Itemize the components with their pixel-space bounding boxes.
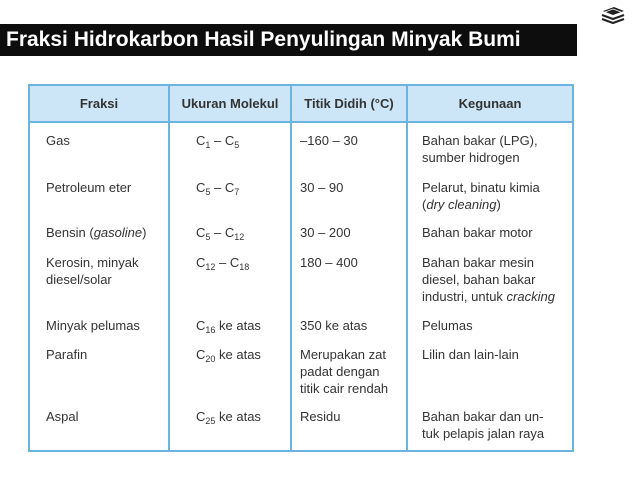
kegunaan-cell [422, 408, 544, 442]
kegunaan-cell [422, 132, 538, 166]
column-divider [168, 86, 170, 450]
fraksi-line: Aspal [46, 409, 79, 424]
ukuran-molekul-cell: $C_5 - C_7$ [196, 180, 240, 197]
fraksi-cell [46, 317, 140, 334]
fraksi-line: Kerosin, minyak [46, 255, 139, 270]
column-divider [406, 86, 408, 450]
kegunaan-line: Bahan bakar dan un- [422, 409, 544, 424]
titik-didih-cell [300, 224, 351, 241]
titik-line: –160 – 30 [300, 133, 358, 148]
stack-of-paper-icon [600, 5, 626, 27]
fraksi-line: Petroleum eter [46, 180, 132, 195]
ukuran-molekul-cell: $C_{20}$ ke atas [196, 347, 261, 364]
titik-line: Merupakan zat [300, 347, 386, 362]
titik-didih-cell [300, 408, 340, 425]
column-divider [290, 86, 292, 450]
kegunaan-cell [422, 346, 519, 363]
header-ukuran-molekul: Ukuran Molekul [181, 96, 279, 111]
kegunaan-cell [422, 317, 473, 334]
kegunaan-line: Bahan bakar mesin [422, 255, 535, 270]
kegunaan-line: diesel, bahan bakar [422, 272, 536, 287]
titik-line: 30 – 90 [300, 180, 344, 195]
titik-didih-cell [300, 179, 343, 196]
fraksi-line: Minyak pelumas [46, 318, 140, 333]
titik-line: padat dengan [300, 364, 380, 379]
titik-didih-cell [300, 254, 358, 271]
titik-didih-cell [300, 317, 367, 334]
kegunaan-line: Pelumas [422, 318, 473, 333]
fraksi-cell [46, 224, 146, 241]
table-header [30, 86, 572, 123]
titik-line: titik cair rendah [300, 381, 389, 396]
ukuran-molekul-cell: $C_{25}$ ke atas [196, 409, 261, 426]
kegunaan-line: industri, untuk cracking [422, 289, 555, 304]
titik-line: 180 – 400 [300, 255, 358, 270]
fraksi-cell [46, 179, 131, 196]
kegunaan-cell [422, 179, 540, 213]
kegunaan-cell [422, 224, 533, 241]
kegunaan-line: Bahan bakar (LPG), [422, 133, 538, 148]
fraksi-line: Parafin [46, 347, 88, 362]
fraksi-cell [46, 408, 79, 425]
hydrocarbon-table [28, 84, 574, 452]
fraksi-cell [46, 132, 70, 149]
titik-line: 350 ke atas [300, 318, 368, 333]
titik-didih-cell [300, 346, 388, 397]
fraksi-cell [46, 254, 138, 288]
fraksi-line: Bensin (gasoline) [46, 225, 147, 240]
kegunaan-line: tuk pelapis jalan raya [422, 426, 545, 441]
header-fraksi: Fraksi [79, 96, 119, 111]
ukuran-molekul-cell: $C_5 - C_{12}$ [196, 225, 245, 242]
ukuran-molekul-cell: $C_{12} - C_{18}$ [196, 255, 250, 272]
titik-line: Residu [300, 409, 341, 424]
kegunaan-line: Pelarut, binatu kimia [422, 180, 540, 195]
header-kegunaan: Kegunaan [458, 96, 522, 111]
ukuran-molekul-cell: $C_{16}$ ke atas [196, 318, 261, 335]
page-title: Fraksi Hidrokarbon Hasil Penyulingan Minyak Bumi [0, 24, 577, 56]
titik-line: 30 – 200 [300, 225, 351, 240]
kegunaan-line: (dry cleaning) [422, 197, 501, 212]
ukuran-molekul-cell: $C_1 - C_5$ [196, 133, 240, 150]
header-titik-didih: Titik Didih (°C) [304, 96, 394, 111]
kegunaan-cell [422, 254, 555, 305]
kegunaan-line: Lilin dan lain-lain [422, 347, 519, 362]
fraksi-line: diesel/solar [46, 272, 112, 287]
kegunaan-line: sumber hidrogen [422, 150, 520, 165]
titik-didih-cell [300, 132, 358, 149]
fraksi-line: Gas [46, 133, 70, 148]
fraksi-cell [46, 346, 87, 363]
kegunaan-line: Bahan bakar motor [422, 225, 533, 240]
